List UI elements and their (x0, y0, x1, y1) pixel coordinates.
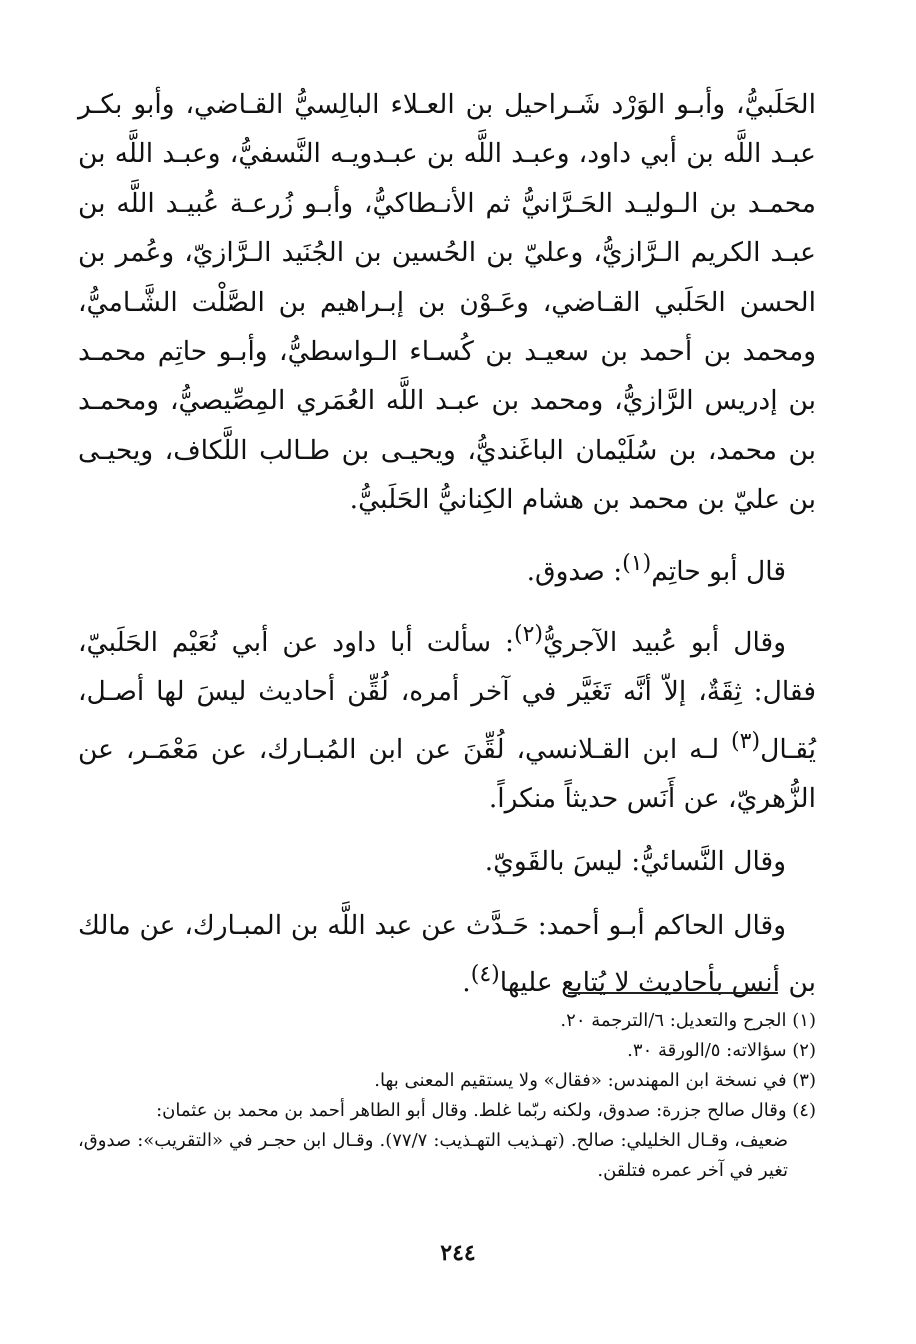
footnote-ref-3[interactable]: (٣) (731, 728, 761, 754)
ajurri-text-end: لـه ابن القـلانسي، لُقِّنَ عن ابن المُبـارك، عن مَعْمَـر، عن الزُّهريّ، عن أَنَس حديثاً منكراً. (78, 733, 816, 814)
narrators-paragraph: الحَلَبيُّ، وأبـو الوَرْد شَـراحيل بن العـلاء البالِسيُّ القـاضي، وأبو بكـر عبـد اللَّه بن أبي داود، وعبـد اللَّه بن عبـدويـه النَّسفيُّ، وعبـد اللَّه بن محمـد بن الـوليـد الحَـرَّانيُّ ثم الأنـطاكيُّ، وأبـو زُرعـة عُبيـد اللَّه بن عبـد الكريم الـرَّازيُّ، وعليّ بن الحُسين بن الجُنَيد الـرَّازيّ، وعُمر بن الحسن الحَلَبي القـاضي، وعَـوْن بن إبـراهيم بن الصَّلْت الشَّـاميُّ، ومحمد بن أحمد بن سعيـد بن كُسـاء الـواسطيُّ، وأبـو حاتِم محمـد بن إدريس الرَّازيُّ، ومحمد بن عبـد اللَّه العُمَري المِصِّيصيُّ، ومحمـد بن محمد، بن سُلَيْمان الباغَنديُّ، ويحيـى بن طـالب اللَّكاف، ويحيـى بن عليّ بن محمد بن هشام الكِنانيُّ الحَلَبيُّ. (78, 89, 816, 516)
ajurri-text-middle: : سألت أبا داود عن أبي نُعَيْم الحَلَبيّ، فقال: ثِقَةٌ، إلاّ أنَّه تَغَيَّر في آخر أمره، لُقِّن أحاديث ليسَ لها أصـل، يُقـال (78, 626, 816, 765)
ajurri-text-start: وقال أبو عُبيد الآجريُّ (543, 626, 786, 658)
footnote-ref-2[interactable]: (٢) (513, 621, 544, 647)
abu-hatim-text: قال أبو حاتِم (651, 555, 786, 587)
footnote-4: (٤) وقال صالح جزرة: صدوق، ولكنه ربّما غلط. وقال أبو الطاهر أحمد بن محمد بن عثمان: (156, 1100, 816, 1121)
hakim-text: وقال الحاكم أبـو أحمد: حَـدَّث عن عبد اللَّه بن المبـارك، عن مالك بن أنس بأحاديث لا يُتابع عليها (78, 909, 816, 998)
footnote-ref-4[interactable]: (٤) (470, 961, 500, 987)
abu-hatim-paragraph (78, 539, 816, 596)
page-number: ٢٤٤ (440, 1240, 476, 1266)
footnote-divider (568, 992, 778, 994)
nasai-paragraph: وقال النَّسائيُّ: ليسَ بالقَويّ. (484, 846, 786, 878)
footnote-4-continued: ضعيف، وقـال الخليلي: صالح. (تهـذيب التهـذيب: ٧٧/٧). وقـال ابن حجـر في «التقريب»: صدوق، تغير في آخر عمره فتلقن. (78, 1130, 788, 1181)
footnote-1: (١) الجرح والتعديل: ٦/الترجمة ٢٠. (560, 1010, 816, 1031)
footnote-2: (٢) سؤالاته: ٥/الورقة ٣٠. (627, 1040, 816, 1061)
abu-hatim-verdict: : صدوق. (526, 555, 623, 587)
footnote-3: (٣) في نسخة ابن المهندس: «فقال» ولا يستقيم المعنى بها. (374, 1070, 816, 1091)
main-text (78, 80, 816, 1007)
footnotes (78, 1006, 816, 1186)
footnote-ref-1[interactable]: (١) (622, 550, 652, 576)
ajurri-paragraph (78, 610, 816, 823)
hakim-text-end: . (462, 966, 471, 998)
